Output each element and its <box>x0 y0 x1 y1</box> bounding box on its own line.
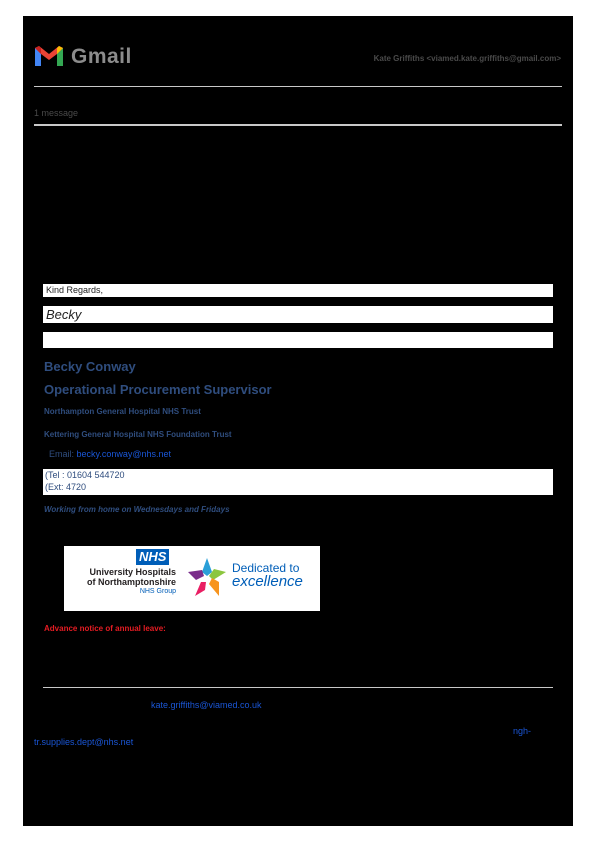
signature-job-title: Operational Procurement Supervisor <box>44 382 272 397</box>
uhn-logo-image <box>64 546 320 611</box>
quote-divider <box>43 687 553 688</box>
closing-text: Kind Regards, <box>43 284 553 297</box>
phone-tel: (Tel : 01604 544720 <box>45 470 125 480</box>
email-label: Email: <box>49 449 75 459</box>
signature-first-name: Becky <box>43 306 553 323</box>
logo-org-line-1: University Hospitals <box>89 567 176 577</box>
gmail-wordmark: Gmail <box>71 45 132 68</box>
phone-block <box>43 469 553 495</box>
working-from-home-note: Working from home on Wednesdays and Fridays <box>44 505 230 514</box>
phone-ext: (Ext: 4720 <box>45 482 87 492</box>
signature-email-link[interactable]: becky.conway@nhs.net <box>76 449 172 459</box>
logo-org-line-3: NHS Group <box>139 588 176 595</box>
quoted-email-link-2-part2[interactable]: tr.supplies.dept@nhs.net <box>34 737 134 747</box>
nhs-badge: NHS <box>136 549 169 565</box>
logo-org-line-2: of Northamptonshire <box>87 577 176 587</box>
quoted-email-link-2-part1[interactable]: ngh- <box>513 726 532 736</box>
account-email: Kate Griffiths <viamed.kate.griffiths@gmail.com> <box>373 54 561 63</box>
logo-org-name <box>78 567 176 597</box>
thread-divider <box>34 124 562 126</box>
logo-tagline-2: excellence <box>232 573 303 590</box>
star-flower-icon <box>186 556 228 600</box>
logo-tagline-1: Dedicated to <box>232 561 300 575</box>
logo-tagline <box>232 562 303 588</box>
signature-full-name: Becky Conway <box>44 359 136 374</box>
signature-blank-row <box>43 332 553 348</box>
signature-org-2: Kettering General Hospital NHS Foundation Trust <box>44 430 232 439</box>
message-count: 1 message <box>34 108 79 118</box>
quoted-email-link-1[interactable]: kate.griffiths@viamed.co.uk <box>151 700 262 710</box>
email-print-page <box>23 16 573 826</box>
annual-leave-notice: Advance notice of annual leave: <box>44 624 166 633</box>
header-divider <box>34 86 562 87</box>
signature-email-line <box>49 449 171 459</box>
gmail-logo-icon <box>33 44 65 68</box>
signature-org-1: Northampton General Hospital NHS Trust <box>44 407 201 416</box>
